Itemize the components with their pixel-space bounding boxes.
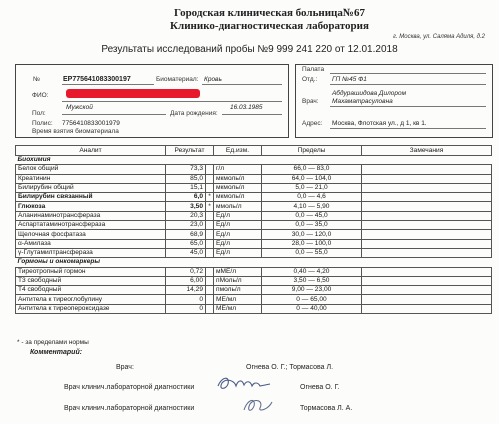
reference-range: 0 — 40,00 <box>262 304 362 313</box>
doctor-label: Врач: <box>302 98 319 105</box>
result-value: 20,3 <box>166 211 206 220</box>
remarks <box>362 295 492 304</box>
remarks <box>362 304 492 313</box>
analyte-name: Билирубин общий <box>16 183 166 192</box>
analyte-name: α-Амилаза <box>16 239 166 248</box>
table-section-row <box>16 156 492 165</box>
unit: ммоль/л <box>214 202 262 211</box>
reference-range: 66,0 — 83,0 <box>262 165 362 174</box>
unit: мкмоль/л <box>214 193 262 202</box>
reference-range: 5,0 — 21,0 <box>262 183 362 192</box>
unit: Ед/л <box>214 239 262 248</box>
unit: мМЕ/л <box>214 267 262 276</box>
out-of-range-flag: * <box>206 193 214 202</box>
table-row <box>16 183 492 192</box>
signature-ogneva <box>214 374 284 394</box>
table-row <box>16 304 492 313</box>
remarks <box>362 211 492 220</box>
fio-label: ФИО: <box>32 92 49 99</box>
table-row <box>16 221 492 230</box>
analyte-name: Глюкоза <box>16 202 166 211</box>
unit: МЕ/мл <box>214 295 262 304</box>
table-section-row <box>16 258 492 267</box>
reference-range: 30,0 — 120,0 <box>262 230 362 239</box>
report-title: Результаты исследований пробы №9 999 241 220 от 12.01.2018 <box>101 44 398 55</box>
unit: Ед/л <box>214 230 262 239</box>
table-row <box>16 276 492 285</box>
department-value: ГП №45 Ф1 <box>332 76 367 83</box>
reference-range: 0,40 — 4,20 <box>262 267 362 276</box>
out-of-range-flag <box>206 211 214 220</box>
table-row <box>16 230 492 239</box>
reference-range: 28,0 — 100,0 <box>262 239 362 248</box>
reference-range: 0,0 — 45,0 <box>262 211 362 220</box>
out-of-range-flag <box>206 295 214 304</box>
out-of-range-flag <box>206 276 214 285</box>
remarks <box>362 183 492 192</box>
result-value: 68,9 <box>166 230 206 239</box>
lab-doctor-label-2: Врач клинич.лабораторной диагностики <box>64 405 195 412</box>
unit: пмоль/л <box>214 286 262 295</box>
policy-label: Полис: <box>32 120 53 127</box>
analyte-name: Аланинаминотрансфераза <box>16 211 166 220</box>
result-value: 85,0 <box>166 174 206 183</box>
out-of-range-flag <box>206 221 214 230</box>
remarks <box>362 248 492 257</box>
table-row <box>16 267 492 276</box>
out-of-range-flag <box>206 304 214 313</box>
table-row <box>16 193 492 202</box>
unit: Ед/л <box>214 211 262 220</box>
analyte-name: Т3 свободный <box>16 276 166 285</box>
reference-range: 9,00 — 23,00 <box>262 286 362 295</box>
lab-doctor-label-1: Врач клинич.лабораторной диагностики <box>64 384 195 391</box>
out-of-range-flag <box>206 183 214 192</box>
lab-doctor-name-1: Огнева О. Г. <box>300 384 340 391</box>
remarks <box>362 202 492 211</box>
table-row <box>16 248 492 257</box>
analyte-name: Белок общий <box>16 165 166 174</box>
doctor-name-line2: Махаматрасуловна <box>332 98 393 105</box>
signature-tormasova <box>238 394 278 416</box>
table-row <box>16 239 492 248</box>
doctor-names: Огнева О. Г.; Тормасова Л. <box>246 364 334 371</box>
remarks <box>362 165 492 174</box>
reference-range: 0,0 — 4,6 <box>262 193 362 202</box>
table-row <box>16 174 492 183</box>
out-of-range-flag <box>206 165 214 174</box>
analyte-name: Аспартатаминотрансфераза <box>16 221 166 230</box>
remarks <box>362 276 492 285</box>
analyte-name: Креатинин <box>16 174 166 183</box>
result-value: 3,50 <box>166 202 206 211</box>
result-value: 14,29 <box>166 286 206 295</box>
result-value: 15,1 <box>166 183 206 192</box>
dob-value: 16.03.1985 <box>230 104 263 111</box>
table-row <box>16 211 492 220</box>
comment-label: Комментарий: <box>30 349 83 356</box>
analyte-name: Т4 свободный <box>16 286 166 295</box>
biomaterial-label: Биоматериал: <box>156 76 199 83</box>
remarks <box>362 267 492 276</box>
table-row <box>16 295 492 304</box>
result-value: 0 <box>166 304 206 313</box>
sample-number-label: № <box>33 76 40 83</box>
ward-label: Палата <box>302 66 325 73</box>
reference-range: 4,10 — 5,90 <box>262 202 362 211</box>
section-title: Биохимия <box>16 156 492 165</box>
result-value: 6,0 <box>166 193 206 202</box>
biomaterial-value: Кровь <box>204 76 222 83</box>
out-of-range-flag: * <box>206 202 214 211</box>
doctor-label-footer: Врач: <box>116 364 134 371</box>
reference-range: 64,0 — 104,0 <box>262 174 362 183</box>
unit: мкмоль/л <box>214 174 262 183</box>
analyte-name: Тиреотропный гормон <box>16 267 166 276</box>
out-of-range-flag <box>206 267 214 276</box>
reference-range: 0,0 — 35,0 <box>262 221 362 230</box>
remarks <box>362 193 492 202</box>
hospital-name: Городская клиническая больница№67 <box>174 7 365 19</box>
col-analyte: Аналит <box>16 146 166 156</box>
policy-value: 7756410833001979 <box>62 120 120 127</box>
analyte-name: Билирубин связанный <box>16 193 166 202</box>
remarks <box>362 239 492 248</box>
reference-range: 0 — 65,00 <box>262 295 362 304</box>
col-unit: Ед.изм. <box>214 146 262 156</box>
section-title: Гормоны и онкомаркеры <box>16 258 492 267</box>
table-row <box>16 202 492 211</box>
result-value: 0 <box>166 295 206 304</box>
out-of-range-flag <box>206 248 214 257</box>
department-label: Отд.: <box>302 76 318 83</box>
result-value: 65,0 <box>166 239 206 248</box>
redacted-patient-name <box>66 89 200 98</box>
laboratory-name: Клинико-диагностическая лаборатория <box>170 20 369 32</box>
analyte-name: γ-Глутамилтрансфераза <box>16 248 166 257</box>
reference-range: 0,0 — 55,0 <box>262 248 362 257</box>
remarks <box>362 286 492 295</box>
hospital-address: г. Москва, ул. Саляма Адиля, д.2 <box>392 34 485 40</box>
table-row <box>16 286 492 295</box>
remarks <box>362 230 492 239</box>
doctor-name-line1: Абдурашидова Дилором <box>332 90 407 97</box>
out-of-range-flag <box>206 286 214 295</box>
sex-value: Мужской <box>66 104 93 111</box>
patient-address: Москва, Флотская ул., д 1, кв 1. <box>332 120 427 127</box>
sample-number: ЕР775641083300197 <box>63 76 131 83</box>
table-row <box>16 165 492 174</box>
analyte-name: Антитела к тиреопероксидазе <box>16 304 166 313</box>
result-value: 45,0 <box>166 248 206 257</box>
unit: Ед/л <box>214 248 262 257</box>
out-of-range-note: * - за пределами нормы <box>17 339 89 346</box>
unit: Ед/л <box>214 221 262 230</box>
analyte-name: Антитела к тиреоглобулину <box>16 295 166 304</box>
unit: МЕ/мл <box>214 304 262 313</box>
col-remarks: Замечания <box>362 146 492 156</box>
result-value: 73,3 <box>166 165 206 174</box>
remarks <box>362 221 492 230</box>
reference-range: 3,50 — 6,50 <box>262 276 362 285</box>
sex-label: Пол: <box>32 110 46 117</box>
result-value: 0,72 <box>166 267 206 276</box>
results-table <box>15 145 492 314</box>
out-of-range-flag <box>206 239 214 248</box>
col-result: Результат <box>166 146 214 156</box>
lab-doctor-name-2: Тормасова Л. А. <box>300 405 353 412</box>
result-value: 23,0 <box>166 221 206 230</box>
unit: пМоль/л <box>214 276 262 285</box>
address-label: Адрес: <box>302 120 323 127</box>
out-of-range-flag <box>206 230 214 239</box>
result-value: 6,00 <box>166 276 206 285</box>
unit: г/л <box>214 165 262 174</box>
out-of-range-flag <box>206 174 214 183</box>
table-header-row <box>16 146 492 156</box>
analyte-name: Щелочная фосфатаза <box>16 230 166 239</box>
col-range: Пределы <box>262 146 362 156</box>
dob-label: Дата рождения: <box>170 110 218 117</box>
collection-time-label: Время взятия биоматериала <box>32 128 119 135</box>
unit: мкмоль/л <box>214 183 262 192</box>
remarks <box>362 174 492 183</box>
